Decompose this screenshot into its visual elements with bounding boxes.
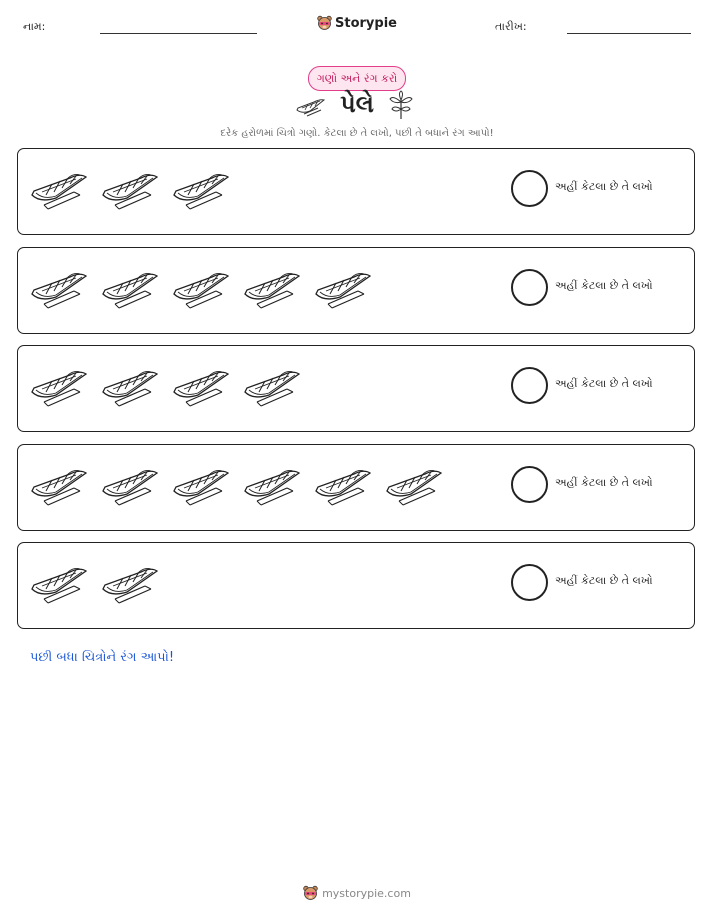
answer-prompt: અહીં કેટલા છે તે લખો [555, 278, 653, 292]
brand-name: Storypie [335, 16, 397, 31]
canoe-icon [314, 266, 372, 310]
answer-prompt: અહીં કેટલા છે તે લખો [555, 377, 653, 390]
canoe-icon [30, 167, 88, 211]
count-row [17, 148, 695, 235]
answer-circle[interactable] [511, 367, 548, 404]
storypie-bear-logo-icon [303, 885, 318, 902]
canoe-icon [243, 266, 301, 310]
canoe-icon [314, 463, 372, 507]
answer-circle[interactable] [511, 170, 548, 207]
date-write-line [567, 33, 691, 34]
answer-circle[interactable] [511, 564, 548, 601]
answer-prompt: અહીં કેટલા છે તે લખો [555, 574, 653, 587]
answer-prompt: અહીં કેટલા છે તે લખો [555, 475, 653, 489]
canoe-icon [385, 463, 443, 507]
name-write-line [100, 33, 257, 34]
canoe-icon [30, 463, 88, 507]
name-label: નામ: [23, 20, 46, 33]
count-row [17, 247, 695, 334]
instructions-text: દરેક હરોળમાં ચિત્રો ગણો. કેટલા છે તે લખો, પછી તે બધાને રંગ આપો! [220, 128, 494, 139]
brand-logo [0, 13, 714, 32]
canoe-icon [101, 364, 159, 408]
coloring-note: પછી બધા ચિત્રોને રંગ આપો! [30, 650, 175, 665]
answer-prompt: અહીં કેટલા છે તે લખો [555, 180, 653, 193]
plant-sprout-icon [388, 90, 414, 120]
count-row [17, 542, 695, 629]
canoe-icon [243, 463, 301, 507]
worksheet-title: પેલે [340, 90, 374, 118]
answer-circle[interactable] [511, 269, 548, 306]
picture-group [30, 167, 230, 213]
canoe-icon [101, 266, 159, 310]
picture-group [30, 266, 372, 312]
canoe-icon [30, 364, 88, 408]
footer-site [0, 885, 714, 902]
site-url: mystorypie.com [322, 887, 411, 900]
canoe-icon [172, 364, 230, 408]
count-row [17, 444, 695, 531]
date-label: તારીખ: [495, 20, 527, 33]
picture-group [30, 561, 159, 607]
canoe-icon [172, 167, 230, 211]
picture-group [30, 364, 301, 410]
storypie-bear-logo-icon [317, 15, 332, 32]
canoe-icon [101, 463, 159, 507]
activity-pill: ગણો અને રંગ કરો [308, 66, 406, 91]
picture-group [30, 463, 443, 509]
canoe-icon [243, 364, 301, 408]
canoe-icon [172, 463, 230, 507]
answer-circle[interactable] [511, 466, 548, 503]
canoe-icon [30, 266, 88, 310]
count-row [17, 345, 695, 432]
canoe-icon [172, 266, 230, 310]
canoe-icon [101, 167, 159, 211]
canoe-icon [30, 561, 88, 605]
canoe-icon [101, 561, 159, 605]
